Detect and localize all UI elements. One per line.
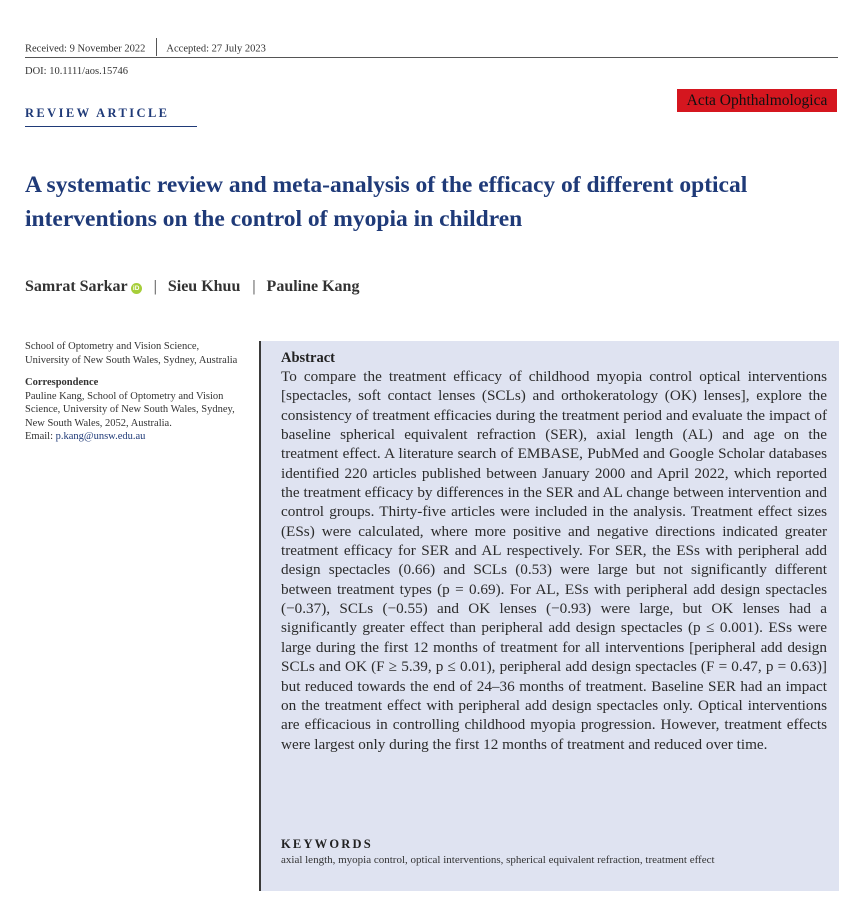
journal-logo: Acta Ophthalmologica <box>677 89 837 112</box>
author-info-sidebar <box>25 340 240 444</box>
section-underline <box>25 126 197 127</box>
email-label: Email: <box>25 431 53 442</box>
date-divider <box>156 38 157 56</box>
affiliation: School of Optometry and Vision Science, University of New South Wales, Sydney, Australia <box>25 341 238 366</box>
received-date: Received: 9 November 2022 <box>25 43 146 55</box>
doi[interactable]: DOI: 10.1111/aos.15746 <box>25 66 128 77</box>
abstract-left-rule <box>259 341 261 891</box>
email-line <box>25 430 240 444</box>
keywords-list: axial length, myopia control, optical interventions, spherical equivalent refraction, treatment effect <box>281 854 715 866</box>
abstract-content <box>281 349 827 754</box>
author-name[interactable]: Pauline Kang <box>266 278 360 295</box>
email-link[interactable]: p.kang@unsw.edu.au <box>55 431 146 442</box>
article-dates <box>25 40 266 58</box>
orcid-icon[interactable]: iD <box>131 283 142 294</box>
author-separator: | <box>252 278 256 295</box>
author-name[interactable]: Sieu Khuu <box>167 278 241 295</box>
correspondence-heading: Correspondence <box>25 377 99 388</box>
author-name[interactable]: Samrat Sarkar <box>25 278 128 295</box>
article-title: A systematic review and meta-analysis of the efficacy of different optical interventions on the control of myopia in children <box>25 172 748 232</box>
header-rule <box>25 57 838 58</box>
author-separator: | <box>153 278 157 295</box>
abstract-heading: Abstract <box>281 350 335 366</box>
abstract-text: To compare the treatment efficacy of childhood myopia control optical interventions [spectacles, soft contact lenses (SCLs) and orthokeratology (OK) lenses], explore the consistency of treatment efficacies during the treatment period and evaluate the impact of baseline spherical equivalent refraction (SER), axial length (AL) and age on the treatment effect. A literature search of EMBASE, PubMed and Google Scholar databases identified 220 articles published between January 2000 and April 2022, which reported the treatment efficacy by differences in the SER and AL change between intervention and control groups. Thirty-five articles were included in the analysis. Treatment effect sizes (ESs) were calculated, where more positive and negative directions indicated greater treatment efficacy for SER and AL respectively. For SER, the ESs with peripheral add design spectacles (0.66) and SCLs (0.53) were large but not significantly different between treatment types (p = 0.69). For AL, ESs with peripheral add design spectacles (−0.37), SCLs (−0.55) and OK lenses (−0.93) were large, but OK lenses had a significantly greater effect than peripheral add design spectacles (p ≤ 0.001). ESs were large during the first 12 months of treatment for all interventions [peripheral add design SCLs and OK (F ≥ 5.39, p ≤ 0.01), peripheral add design spectacles (F = 0.47, p = 0.63)] but reduced towards the end of 24–36 months of treatment. Baseline SER had an impact on the treatment effect with peripheral add design spectacles only. Optical interventions are efficacious in controlling childhood myopia progression. However, treatment effects were largest only during the first 12 months of treatment and reduced over time. <box>281 368 827 753</box>
correspondence-address: Pauline Kang, School of Optometry and Vision Science, University of New South Wales, Sydney, New South Wales, 2052, Australia. <box>25 390 235 429</box>
section-label: REVIEW ARTICLE <box>25 106 170 120</box>
author-list <box>25 278 359 296</box>
accepted-date: Accepted: 27 July 2023 <box>166 43 266 55</box>
keywords-heading: KEYWORDS <box>281 837 373 851</box>
